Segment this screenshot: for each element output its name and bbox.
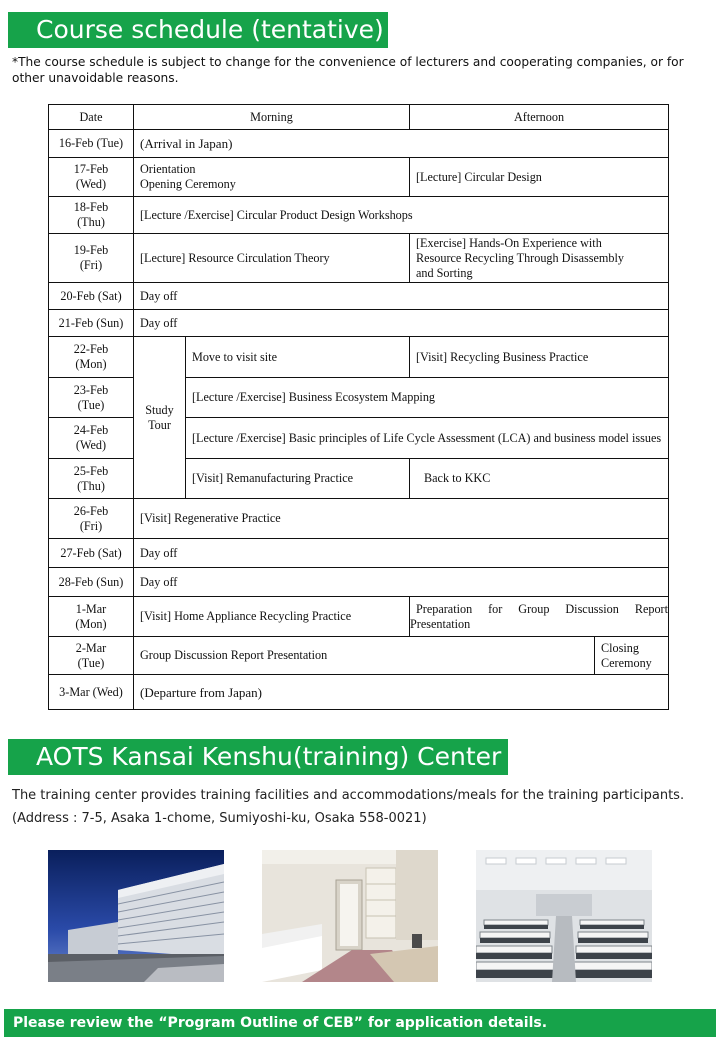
header-date: Date xyxy=(49,105,134,130)
date-cell: 25-Feb (Thu) xyxy=(49,459,134,499)
date-cell: 23-Feb (Tue) xyxy=(49,378,134,418)
date-cell: 1-Mar (Mon) xyxy=(49,597,134,637)
activity-cell: Day off xyxy=(134,539,669,568)
afternoon-cell: [Lecture] Circular Design xyxy=(410,158,669,197)
date-cell: 22-Feb (Mon) xyxy=(49,337,134,378)
study-tour-cell: Study Tour xyxy=(134,337,186,499)
morning-cell: [Lecture] Resource Circulation Theory xyxy=(134,234,410,283)
activity-cell: [Lecture /Exercise] Business Ecosystem Mapping xyxy=(186,378,669,418)
course-schedule-table xyxy=(48,104,669,710)
date-cell: 2-Mar (Tue) xyxy=(49,637,134,675)
application-details-footer: Please review the “Program Outline of CEB” for application details. xyxy=(4,1009,716,1037)
training-center-description: The training center provides training facilities and accommodations/meals for the training participants. xyxy=(12,788,685,803)
training-center-address: (Address : 7-5, Asaka 1-chome, Sumiyoshi-ku, Osaka 558-0021) xyxy=(12,811,427,826)
date-cell: 21-Feb (Sun) xyxy=(49,310,134,337)
table-row xyxy=(49,197,669,234)
activity-cell: [Lecture /Exercise] Circular Product Design Workshops xyxy=(134,197,669,234)
header-morning: Morning xyxy=(134,105,410,130)
table-row xyxy=(49,234,669,283)
afternoon-cell: Preparation for Group Discussion Report Presentation xyxy=(410,597,669,637)
table-header-row xyxy=(49,105,669,130)
activity-cell: [Lecture /Exercise] Basic principles of Life Cycle Assessment (LCA) and business model issues xyxy=(186,418,669,459)
date-cell: 19-Feb (Fri) xyxy=(49,234,134,283)
table-row xyxy=(49,130,669,158)
activity-cell: Day off xyxy=(134,568,669,597)
table-row xyxy=(49,337,669,378)
table-row xyxy=(49,539,669,568)
date-cell: 3-Mar (Wed) xyxy=(49,675,134,710)
schedule-note: *The course schedule is subject to change for the convenience of lecturers and cooperating companies, or for other unavoidable reasons. xyxy=(12,55,684,85)
date-cell: 18-Feb (Thu) xyxy=(49,197,134,234)
closing-ceremony-cell: Closing Ceremony xyxy=(595,637,669,675)
morning-cell: [Visit] Remanufacturing Practice xyxy=(186,459,410,499)
table-row xyxy=(49,568,669,597)
activity-cell: Day off xyxy=(134,310,669,337)
morning-cell: Move to visit site xyxy=(186,337,410,378)
table-row xyxy=(49,675,669,710)
table-row xyxy=(49,597,669,637)
header-afternoon: Afternoon xyxy=(410,105,669,130)
morning-cell: [Visit] Home Appliance Recycling Practice xyxy=(134,597,410,637)
table-row xyxy=(49,310,669,337)
activity-cell: Group Discussion Report Presentation xyxy=(134,637,595,675)
date-cell: 27-Feb (Sat) xyxy=(49,539,134,568)
table-row xyxy=(49,499,669,539)
afternoon-cell: Back to KKC xyxy=(410,459,669,499)
morning-cell: Orientation Opening Ceremony xyxy=(134,158,410,197)
lecture-hall-photo xyxy=(476,850,652,982)
table-row xyxy=(49,158,669,197)
activity-cell: [Visit] Regenerative Practice xyxy=(134,499,669,539)
date-cell: 26-Feb (Fri) xyxy=(49,499,134,539)
activity-cell: Day off xyxy=(134,283,669,310)
guest-room-photo xyxy=(262,850,438,982)
building-exterior-photo xyxy=(48,850,224,982)
afternoon-cell: [Exercise] Hands-On Experience with Resource Recycling Through Disassembly and Sorting xyxy=(410,234,669,283)
date-cell: 24-Feb (Wed) xyxy=(49,418,134,459)
date-cell: 20-Feb (Sat) xyxy=(49,283,134,310)
date-cell: 17-Feb (Wed) xyxy=(49,158,134,197)
date-cell: 28-Feb (Sun) xyxy=(49,568,134,597)
table-row xyxy=(49,637,669,675)
table-row xyxy=(49,283,669,310)
section-title-training-center: AOTS Kansai Kenshu(training) Center xyxy=(8,739,508,775)
date-cell: 16-Feb (Tue) xyxy=(49,130,134,158)
afternoon-cell: [Visit] Recycling Business Practice xyxy=(410,337,669,378)
section-title-course-schedule: Course schedule (tentative) xyxy=(8,12,388,48)
activity-cell: (Departure from Japan) xyxy=(134,675,669,710)
activity-cell: (Arrival in Japan) xyxy=(134,130,669,158)
